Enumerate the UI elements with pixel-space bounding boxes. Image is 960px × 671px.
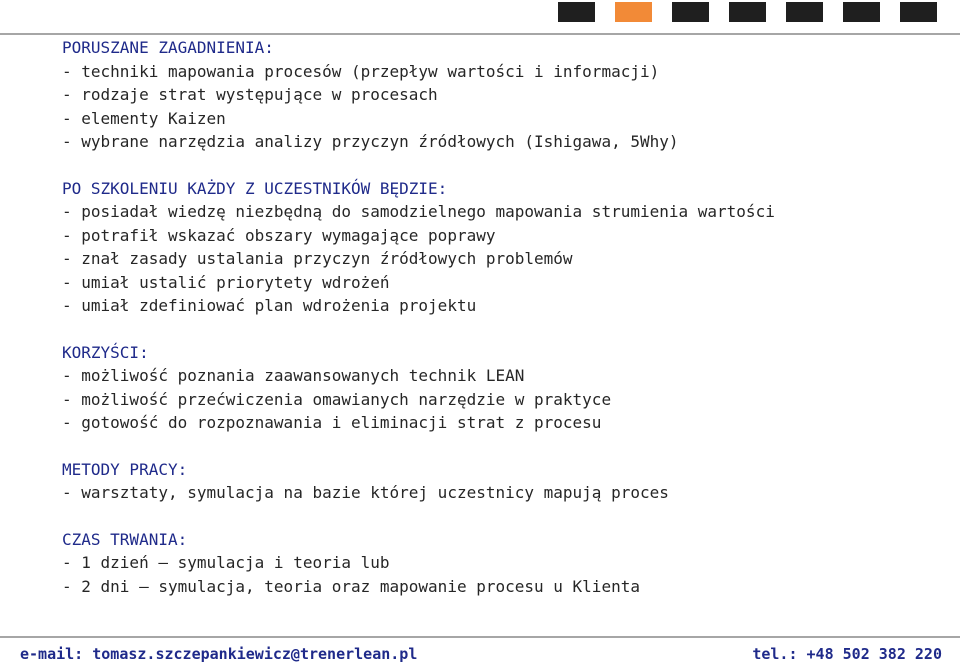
footer-divider <box>0 636 960 638</box>
list-item: - techniki mapowania procesów (przepływ wartości i informacji) <box>62 61 660 81</box>
section-title: PO SZKOLENIU KAŻDY Z UCZESTNIKÓW BĘDZIE: <box>62 178 448 198</box>
list-item: - 2 dni – symulacja, teoria oraz mapowanie procesu u Klienta <box>62 576 640 596</box>
section-duration <box>62 528 942 599</box>
section-title: KORZYŚCI: <box>62 342 149 362</box>
list-item: - umiał ustalić priorytety wdrożeń <box>62 272 390 292</box>
header-block <box>900 2 937 22</box>
footer-phone[interactable]: tel.: +48 502 382 220 <box>752 645 942 663</box>
header-block <box>843 2 880 22</box>
header-block <box>729 2 766 22</box>
section-outcomes <box>62 177 942 318</box>
footer <box>20 645 942 663</box>
header-block <box>786 2 823 22</box>
footer-email[interactable]: e-mail: tomasz.szczepankiewicz@trenerlean.pl <box>20 645 418 663</box>
list-item: - posiadał wiedzę niezbędną do samodzielnego mapowania strumienia wartości <box>62 202 775 221</box>
section-topics <box>62 36 942 154</box>
document-body <box>62 36 942 621</box>
list-item: - potrafił wskazać obszary wymagające poprawy <box>62 225 496 245</box>
list-item: - warsztaty, symulacja na bazie której uczestnicy mapują proces <box>62 483 669 502</box>
list-item: - możliwość przećwiczenia omawianych narzędzie w praktyce <box>62 389 612 409</box>
section-title: CZAS TRWANIA: <box>62 529 188 549</box>
list-item: - 1 dzień – symulacja i teoria lub <box>62 553 390 572</box>
header-block-accent <box>615 2 652 22</box>
list-item: - możliwość poznania zaawansowanych technik LEAN <box>62 366 525 385</box>
section-methods <box>62 458 942 505</box>
section-benefits <box>62 341 942 435</box>
section-title: PORUSZANE ZAGADNIENIA: <box>62 38 274 57</box>
section-title: METODY PRACY: <box>62 459 188 479</box>
header-block <box>672 2 709 22</box>
header-divider <box>0 33 960 35</box>
header-block <box>558 2 595 22</box>
list-item: - elementy Kaizen <box>62 108 226 128</box>
list-item: - wybrane narzędzia analizy przyczyn źródłowych (Ishigawa, 5Why) <box>62 132 679 151</box>
list-item: - rodzaje strat występujące w procesach <box>62 85 438 104</box>
list-item: - gotowość do rozpoznawania i eliminacji strat z procesu <box>62 413 602 432</box>
list-item: - umiał zdefiniować plan wdrożenia projektu <box>62 296 477 315</box>
list-item: - znał zasady ustalania przyczyn źródłowych problemów <box>62 249 573 268</box>
header-color-blocks <box>558 2 937 22</box>
